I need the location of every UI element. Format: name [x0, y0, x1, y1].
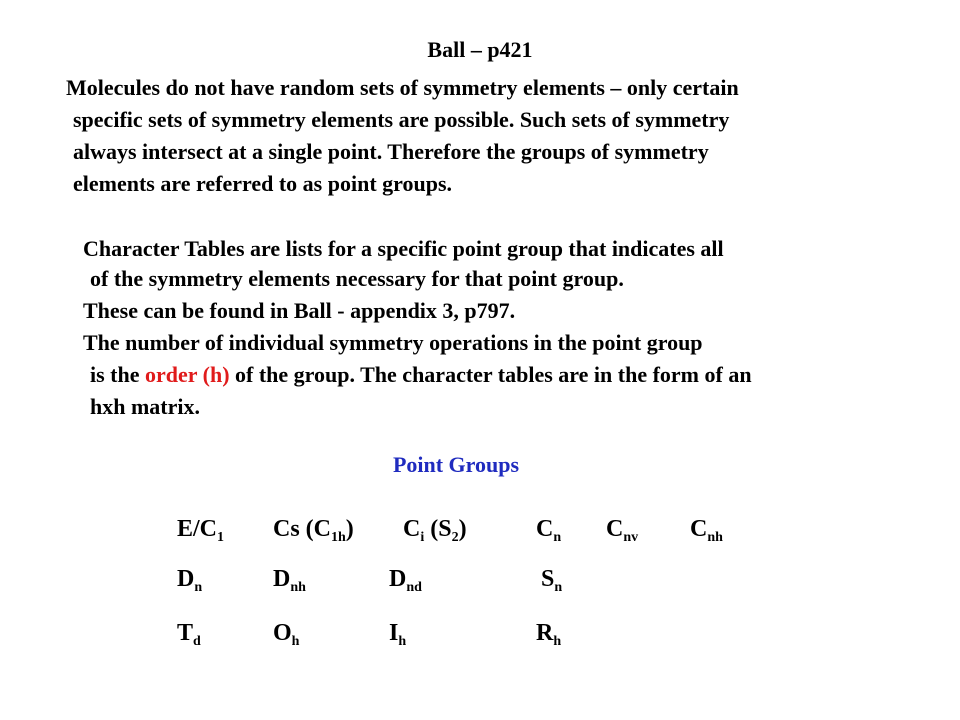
symbol-text: S: [541, 566, 555, 592]
paragraph-line: always intersect at a single point. Therefore the groups of symmetry: [73, 139, 709, 164]
point-group-symbol: [606, 514, 638, 548]
symbol-subscript: nd: [406, 580, 422, 595]
symbol-subscript: nv: [623, 530, 639, 545]
point-group-symbol: [273, 514, 354, 548]
symbol-text: O: [273, 620, 292, 646]
symbol-text: (S: [424, 516, 452, 542]
point-group-symbol: [273, 618, 299, 652]
symbol-text: D: [389, 566, 407, 592]
symbol-subscript: d: [193, 634, 201, 649]
symbol-text: R: [536, 620, 554, 646]
symbol-text: C: [690, 516, 708, 542]
symbol-subscript: n: [554, 580, 563, 595]
order-highlight-text: order (h): [145, 362, 230, 387]
symbol-subscript: 1: [217, 530, 225, 545]
page-title: Ball – p421: [427, 37, 533, 62]
paragraph-line: [90, 361, 752, 389]
paragraph-line: hxh matrix.: [90, 394, 200, 419]
paragraph-line: of the symmetry elements necessary for that point group.: [90, 266, 624, 291]
symbol-subscript: n: [553, 530, 562, 545]
point-group-symbol: [403, 514, 467, 548]
symbol-text: T: [177, 620, 194, 646]
paragraph-line: Molecules do not have random sets of symmetry elements – only certain: [66, 75, 739, 100]
paragraph-line: elements are referred to as point groups.: [73, 171, 453, 196]
symbol-text: ): [458, 516, 467, 542]
symbol-subscript: h: [398, 634, 407, 649]
point-group-symbol: [389, 564, 422, 598]
paragraph-line: Character Tables are lists for a specific point group that indicates all: [83, 236, 724, 261]
symbol-text: D: [273, 566, 291, 592]
symbol-text: I: [389, 620, 399, 646]
symbol-subscript: h: [291, 634, 300, 649]
paragraph-line: These can be found in Ball - appendix 3, p797.: [83, 298, 516, 323]
point-groups-heading: Point Groups: [392, 452, 520, 477]
symbol-subscript: h: [553, 634, 562, 649]
point-group-symbol: [177, 564, 202, 598]
order-prefix-text: is the: [90, 362, 145, 387]
point-group-symbol: [541, 564, 562, 598]
symbol-subscript: nh: [707, 530, 723, 545]
symbol-text: Cs (C: [273, 516, 331, 542]
point-group-symbol: [389, 618, 406, 652]
paragraph-line: specific sets of symmetry elements are possible. Such sets of symmetry: [73, 107, 730, 132]
symbol-subscript: nh: [290, 580, 306, 595]
symbol-text: E/C: [177, 516, 218, 542]
symbol-subscript: n: [194, 580, 203, 595]
symbol-subscript: i: [420, 530, 425, 545]
order-suffix-text: of the group. The character tables are in the form of an: [229, 362, 752, 387]
paragraph-line: The number of individual symmetry operations in the point group: [83, 330, 703, 355]
point-group-symbol: [177, 618, 201, 652]
symbol-text: C: [536, 516, 554, 542]
symbol-text: ): [345, 516, 354, 542]
symbol-text: C: [606, 516, 624, 542]
symbol-subscript: 2: [451, 530, 459, 545]
point-group-symbol: [690, 514, 723, 548]
point-group-symbol: [177, 514, 224, 548]
symbol-subscript: 1h: [331, 530, 346, 545]
point-group-symbol: [536, 514, 561, 548]
symbol-text: D: [177, 566, 195, 592]
point-group-symbol: [536, 618, 561, 652]
symbol-text: C: [403, 516, 421, 542]
point-group-symbol: [273, 564, 306, 598]
